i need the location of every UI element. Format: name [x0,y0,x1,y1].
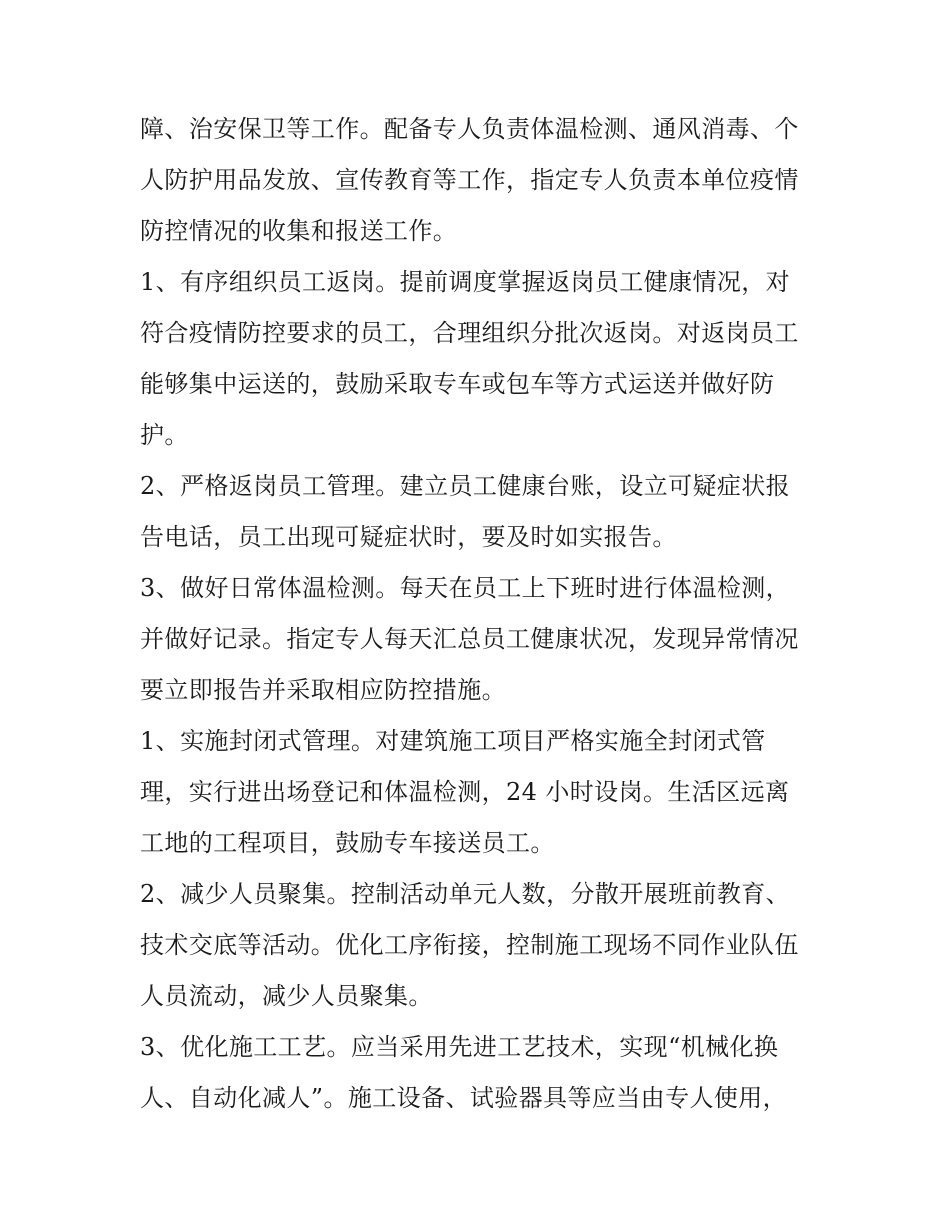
text-line: 人防护用品发放、宣传教育等工作，指定专人负责本单位疫情 [140,166,799,194]
text-line: 工地的工程项目，鼓励专车接送员工。 [140,829,555,857]
text-line: 障、治安保卫等工作。配备专人负责体温检测、通风消毒、个 [140,115,799,143]
text-line: 能够集中运送的，鼓励采取专车或包车等方式运送并做好防 [140,370,775,398]
text-line: 1、有序组织员工返岗。提前调度掌握返岗员工健康情况，对 [140,268,791,296]
text-line: 并做好记录。指定专人每天汇总员工健康状况，发现异常情况 [140,625,799,653]
text-line: 护。 [140,421,189,449]
text-line: 人、自动化减人”。施工设备、试验器具等应当由专人使用， [140,1084,788,1112]
document-body [140,104,820,1124]
text-line: 符合疫情防控要求的员工，合理组织分批次返岗。对返岗员工 [140,319,799,347]
text-line: 3、做好日常体温检测。每天在员工上下班时进行体温检测， [140,574,791,602]
text-line: 人员流动，减少人员聚集。 [140,982,433,1010]
text-line: 告电话，员工出现可疑症状时，要及时如实报告。 [140,523,677,551]
text-line: 技术交底等活动。优化工序衔接，控制施工现场不同作业队伍 [140,931,799,959]
text-line: 要立即报告并采取相应防控措施。 [140,676,506,704]
text-line: 2、严格返岗员工管理。建立员工健康台账，设立可疑症状报 [140,472,791,500]
text-line: 3、优化施工工艺。应当采用先进工艺技术，实现“机械化换 [140,1033,779,1061]
text-line: 2、减少人员聚集。控制活动单元人数，分散开展班前教育、 [140,880,791,908]
text-line: 理，实行进出场登记和体温检测，24 小时设岗。生活区远离 [140,778,790,806]
text-line: 1、实施封闭式管理。对建筑施工项目严格实施全封闭式管 [140,727,766,755]
text-line: 防控情况的收集和报送工作。 [140,217,458,245]
